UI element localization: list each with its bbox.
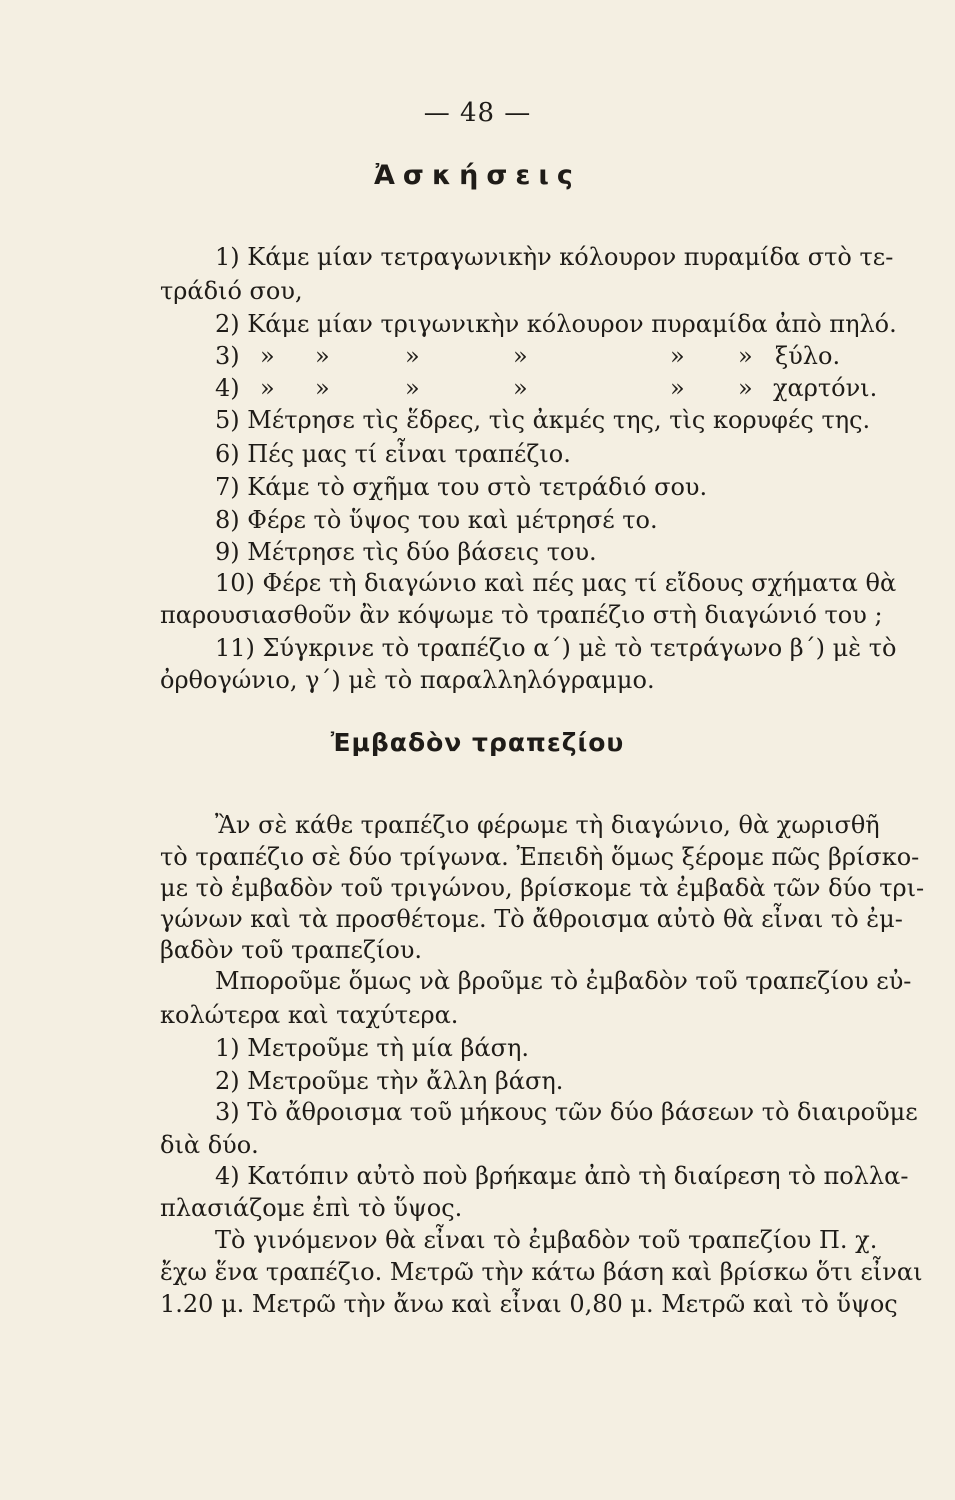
body-line: 3) Τὸ ἄθροισμα τοῦ μήκους τῶν δύο βάσεων τὸ διαιροῦμε <box>215 1098 918 1126</box>
ditto-mark: » <box>670 342 685 370</box>
exercise-line-4: 4) » » » » » » χαρτόνι. <box>215 374 878 402</box>
exercise-line: παρουσιασθοῦν ἂν κόψωμε τὸ τραπέζιο στὴ διαγώνιό του ; <box>160 601 883 629</box>
ditto-mark: » <box>260 374 275 402</box>
ditto-mark: » <box>513 342 528 370</box>
ditto-mark: » <box>315 342 330 370</box>
body-line: βαδὸν τοῦ τραπεζίου. <box>160 936 423 964</box>
body-line: γώνων καὶ τὰ προσθέτομε. Τὸ ἄθροισμα αὐτὸ θὰ εἶναι τὸ ἐμ- <box>160 905 903 933</box>
ditto-mark: » <box>738 374 753 402</box>
body-line: κολώτερα καὶ ταχύτερα. <box>160 1001 459 1029</box>
body-line: 1) Μετροῦμε τὴ μία βάση. <box>215 1034 529 1062</box>
exercise-line: 9) Μέτρησε τὶς δύο βάσεις του. <box>215 538 597 566</box>
ditto-mark: » <box>315 374 330 402</box>
exercises-heading: Ἀσκήσεις <box>374 160 581 191</box>
ditto-mark: » <box>405 374 420 402</box>
exercise-line: τράδιό σου, <box>160 277 303 305</box>
exercise-line-3: 3) » » » » » » ξύλο. <box>215 342 841 370</box>
area-heading: Ἐμβαδὸν τραπεζίου <box>330 728 625 757</box>
body-line: Ἂν σὲ κάθε τραπέζιο φέρωμε τὴ διαγώνιο, θὰ χωρισθῆ <box>215 811 880 839</box>
ditto-mark: » <box>260 342 275 370</box>
exercise-line: 5) Μέτρησε τὶς ἕδρες, τὶς ἀκμές της, τὶς κορυφές της. <box>215 406 871 434</box>
body-line: ἔχω ἕνα τραπέζιο. Μετρῶ τὴν κάτω βάση καὶ βρίσκω ὅτι εἶναι <box>160 1258 923 1286</box>
exercise-line: 7) Κάμε τὸ σχῆμα του στὸ τετράδιό σου. <box>215 473 708 501</box>
ditto-mark: » <box>670 374 685 402</box>
body-line: Μποροῦμε ὅμως νὰ βροῦμε τὸ ἐμβαδὸν τοῦ τραπεζίου εὐ- <box>215 967 912 995</box>
ditto-mark: » <box>513 374 528 402</box>
body-line: 1.20 μ. Μετρῶ τὴν ἄνω καὶ εἶναι 0,80 μ. Μετρῶ καὶ τὸ ὕψος <box>160 1290 898 1318</box>
exercise-line: 8) Φέρε τὸ ὕψος του καὶ μέτρησέ το. <box>215 506 658 534</box>
exercise-line: 11) Σύγκρινε τὸ τραπέζιο α΄) μὲ τὸ τετράγωνο β΄) μὲ τὸ <box>215 634 897 662</box>
body-line: τὸ τραπέζιο σὲ δύο τρίγωνα. Ἐπειδὴ ὅμως ξέρομε πῶς βρίσκο- <box>160 843 920 871</box>
exercise-line: 6) Πές μας τί εἶναι τραπέζιο. <box>215 440 571 468</box>
exercise-line: 10) Φέρε τὴ διαγώνιο καὶ πές μας τί εἴδους σχήματα θὰ <box>215 569 897 597</box>
body-line: 4) Κατόπιν αὐτὸ ποὺ βρήκαμε ἀπὸ τὴ διαίρεση τὸ πολλα- <box>215 1162 909 1190</box>
exercise-line: ὀρθογώνιο, γ΄) μὲ τὸ παραλληλόγραμμο. <box>160 666 655 694</box>
body-line: πλασιάζομε ἐπὶ τὸ ὕψος. <box>160 1194 463 1222</box>
ditto-mark: » <box>405 342 420 370</box>
body-line: με τὸ ἐμβαδὸν τοῦ τριγώνου, βρίσκομε τὰ ἐμβαδὰ τῶν δύο τρι- <box>160 874 925 902</box>
body-line: 2) Μετροῦμε τὴν ἄλλη βάση. <box>215 1067 564 1095</box>
exercise-line: 2) Κάμε μίαν τριγωνικὴν κόλουρον πυραμίδα ἀπὸ πηλό. <box>215 310 897 338</box>
ditto-mark: » <box>738 342 753 370</box>
page-number: — 48 — <box>423 98 532 128</box>
body-line: διὰ δύο. <box>160 1131 259 1159</box>
exercise-line: 1) Κάμε μίαν τετραγωνικὴν κόλουρον πυραμίδα στὸ τε- <box>215 243 894 271</box>
body-line: Τὸ γινόμενον θὰ εἶναι τὸ ἐμβαδὸν τοῦ τραπεζίου Π. χ. <box>215 1226 878 1254</box>
